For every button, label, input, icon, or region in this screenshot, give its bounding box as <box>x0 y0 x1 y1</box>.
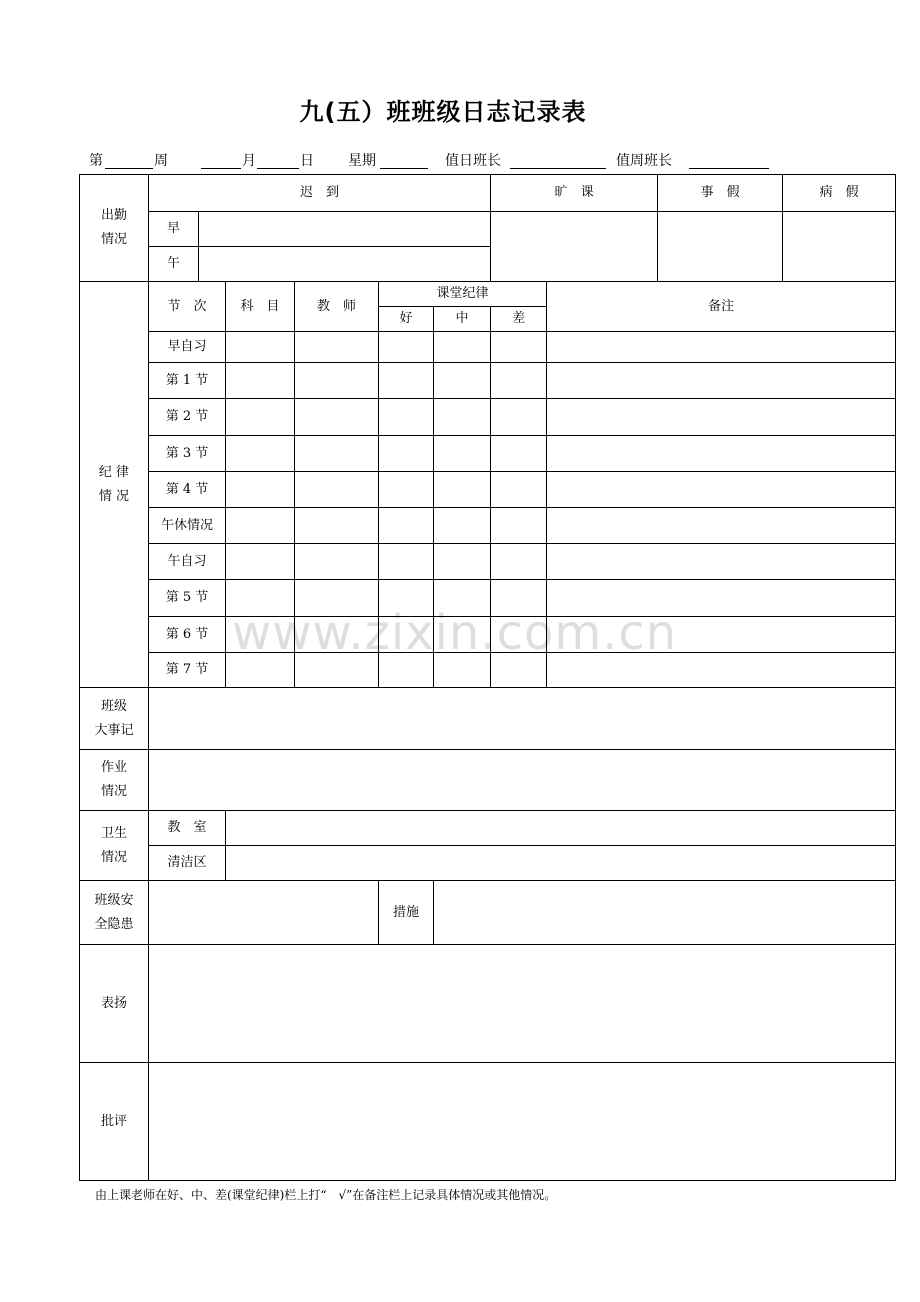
classroom-label: 教 室 <box>149 811 226 846</box>
notes-cell[interactable] <box>547 580 896 617</box>
teacher-cell[interactable] <box>295 653 379 688</box>
late-header: 迟 到 <box>149 175 491 212</box>
praise-cell[interactable] <box>149 945 896 1063</box>
good-cell[interactable] <box>379 508 434 544</box>
poor-cell[interactable] <box>491 508 547 544</box>
period-label: 第 1 节 <box>149 363 226 399</box>
class-discipline-header: 课堂纪律 <box>379 282 547 307</box>
teacher-cell[interactable] <box>295 399 379 436</box>
watermark: www.zixin.com.cn <box>232 605 678 661</box>
personal-leave-header: 事 假 <box>658 175 783 212</box>
week-suffix: 周 <box>154 153 168 169</box>
subject-cell[interactable] <box>226 617 295 653</box>
medium-cell[interactable] <box>434 399 491 436</box>
duty-monitor-label: 值日班长 <box>445 153 501 169</box>
teacher-cell[interactable] <box>295 544 379 580</box>
poor-cell[interactable] <box>491 363 547 399</box>
month-blank[interactable] <box>201 168 241 169</box>
measures-cell[interactable] <box>434 881 896 945</box>
medium-cell[interactable] <box>434 332 491 363</box>
period-label: 第 4 节 <box>149 472 226 508</box>
good-header: 好 <box>379 307 434 332</box>
teacher-cell[interactable] <box>295 508 379 544</box>
good-cell[interactable] <box>379 544 434 580</box>
poor-cell[interactable] <box>491 544 547 580</box>
afternoon-label: 午 <box>149 247 199 282</box>
late-afternoon-cell[interactable] <box>199 247 491 282</box>
teacher-cell[interactable] <box>295 332 379 363</box>
poor-cell[interactable] <box>491 399 547 436</box>
teacher-header: 教 师 <box>295 282 379 332</box>
period-label: 第 7 节 <box>149 653 226 688</box>
discipline-label: 纪 律 情 况 <box>80 282 149 688</box>
good-cell[interactable] <box>379 399 434 436</box>
medium-cell[interactable] <box>434 363 491 399</box>
teacher-cell[interactable] <box>295 363 379 399</box>
medium-cell[interactable] <box>434 544 491 580</box>
notes-cell[interactable] <box>547 332 896 363</box>
notes-cell[interactable] <box>547 653 896 688</box>
period-label: 第 3 节 <box>149 436 226 472</box>
sick-leave-header: 病 假 <box>783 175 896 212</box>
good-cell[interactable] <box>379 617 434 653</box>
good-cell[interactable] <box>379 332 434 363</box>
footer-note: 由上课老师在好、中、差(课堂纪律)栏上打“ √”在备注栏上记录具体情况或其他情况。 <box>95 1188 557 1202</box>
notes-cell[interactable] <box>547 508 896 544</box>
weekday-label: 星期 <box>348 153 376 169</box>
clean-area-label: 清洁区 <box>149 846 226 881</box>
measures-label: 措施 <box>379 881 434 945</box>
period-label: 午休情况 <box>149 508 226 544</box>
notes-cell[interactable] <box>547 436 896 472</box>
poor-cell[interactable] <box>491 653 547 688</box>
teacher-cell[interactable] <box>295 617 379 653</box>
medium-cell[interactable] <box>434 617 491 653</box>
absent-header: 旷 课 <box>491 175 658 212</box>
notes-cell[interactable] <box>547 617 896 653</box>
class-log-table <box>79 174 896 1181</box>
poor-cell[interactable] <box>491 436 547 472</box>
period-label: 第 6 节 <box>149 617 226 653</box>
subject-header: 科 目 <box>226 282 295 332</box>
period-label: 早自习 <box>149 332 226 363</box>
homework-cell[interactable] <box>149 750 896 811</box>
subject-cell[interactable] <box>226 436 295 472</box>
subject-cell[interactable] <box>226 399 295 436</box>
week-prefix: 第 <box>89 153 103 169</box>
events-cell[interactable] <box>149 688 896 750</box>
medium-cell[interactable] <box>434 436 491 472</box>
notes-cell[interactable] <box>547 399 896 436</box>
clean-area-cell[interactable] <box>226 846 896 881</box>
weekday-blank[interactable] <box>380 168 428 169</box>
poor-cell[interactable] <box>491 332 547 363</box>
late-morning-cell[interactable] <box>199 212 491 247</box>
good-cell[interactable] <box>379 436 434 472</box>
good-cell[interactable] <box>379 653 434 688</box>
criticism-label: 批评 <box>80 1063 149 1181</box>
morning-label: 早 <box>149 212 199 247</box>
week-monitor-label: 值周班长 <box>616 153 672 169</box>
subject-cell[interactable] <box>226 580 295 617</box>
medium-cell[interactable] <box>434 580 491 617</box>
poor-cell[interactable] <box>491 580 547 617</box>
page-title: 九(五）班班级日志记录表 <box>299 98 587 126</box>
notes-cell[interactable] <box>547 544 896 580</box>
hygiene-label: 卫生 情况 <box>80 811 149 881</box>
week-monitor-blank[interactable] <box>689 168 769 169</box>
subject-cell[interactable] <box>226 544 295 580</box>
classroom-cell[interactable] <box>226 811 896 846</box>
duty-monitor-blank[interactable] <box>510 168 606 169</box>
subject-cell[interactable] <box>226 332 295 363</box>
medium-cell[interactable] <box>434 653 491 688</box>
teacher-cell[interactable] <box>295 580 379 617</box>
medium-cell[interactable] <box>434 508 491 544</box>
safety-cell[interactable] <box>149 881 379 945</box>
personal-leave-cell[interactable] <box>658 212 783 282</box>
good-cell[interactable] <box>379 472 434 508</box>
poor-cell[interactable] <box>491 472 547 508</box>
period-label: 午自习 <box>149 544 226 580</box>
sick-leave-cell[interactable] <box>783 212 896 282</box>
month-label: 月 <box>242 153 256 169</box>
events-label: 班级 大事记 <box>80 688 149 750</box>
poor-header: 差 <box>491 307 547 332</box>
homework-label: 作业 情况 <box>80 750 149 811</box>
notes-header: 备注 <box>547 282 896 332</box>
subject-cell[interactable] <box>226 472 295 508</box>
week-blank[interactable] <box>105 168 153 169</box>
subject-cell[interactable] <box>226 508 295 544</box>
notes-cell[interactable] <box>547 363 896 399</box>
medium-cell[interactable] <box>434 472 491 508</box>
period-label: 第 5 节 <box>149 580 226 617</box>
teacher-cell[interactable] <box>295 436 379 472</box>
subject-cell[interactable] <box>226 363 295 399</box>
poor-cell[interactable] <box>491 617 547 653</box>
good-cell[interactable] <box>379 363 434 399</box>
safety-label: 班级安 全隐患 <box>80 881 149 945</box>
teacher-cell[interactable] <box>295 472 379 508</box>
attendance-label: 出勤 情况 <box>80 175 149 282</box>
subject-cell[interactable] <box>226 653 295 688</box>
medium-header: 中 <box>434 307 491 332</box>
praise-label: 表扬 <box>80 945 149 1063</box>
period-header: 节 次 <box>149 282 226 332</box>
period-label: 第 2 节 <box>149 399 226 436</box>
day-blank[interactable] <box>257 168 299 169</box>
absent-cell[interactable] <box>491 212 658 282</box>
good-cell[interactable] <box>379 580 434 617</box>
criticism-cell[interactable] <box>149 1063 896 1181</box>
notes-cell[interactable] <box>547 472 896 508</box>
day-label: 日 <box>300 153 314 169</box>
